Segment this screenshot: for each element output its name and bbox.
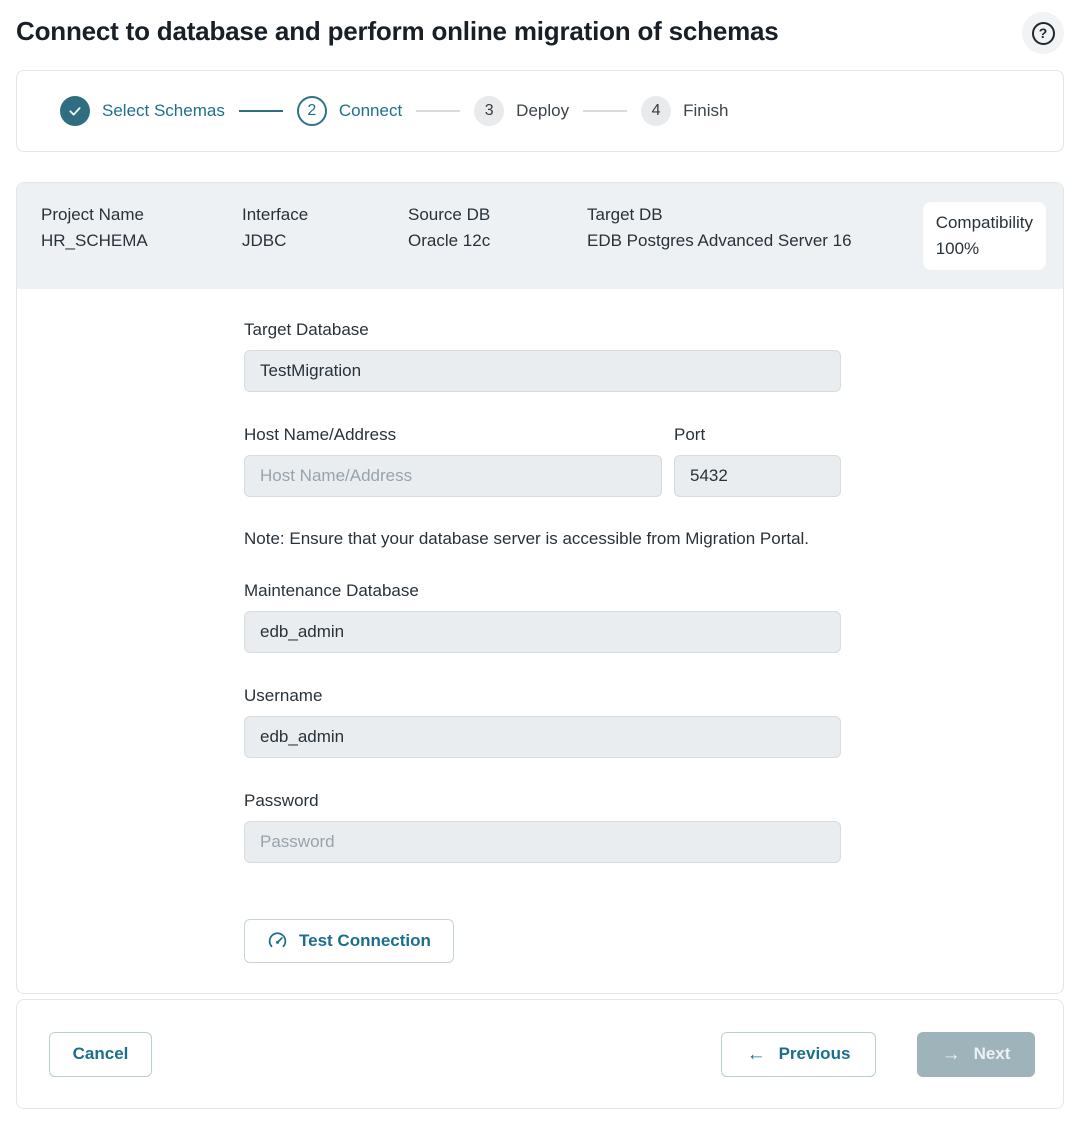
accessibility-note: Note: Ensure that your database server is accessible from Migration Portal.	[244, 529, 810, 548]
host-group	[244, 425, 662, 497]
host-port-row	[244, 425, 841, 497]
project-summary-bar	[17, 183, 1063, 289]
page-header	[0, 0, 1080, 56]
wizard-footer	[16, 999, 1064, 1109]
host-input[interactable]	[244, 455, 662, 497]
summary-source-db: Source DB Oracle 12c	[408, 205, 491, 250]
step-connector	[583, 110, 627, 112]
page-title: Connect to database and perform online migration of schemas	[16, 16, 779, 46]
port-input[interactable]	[674, 455, 841, 497]
password-label: Password	[244, 791, 319, 810]
arrow-right-icon: →	[941, 1043, 961, 1065]
step-connect[interactable]	[297, 96, 402, 126]
maintenance-database-label: Maintenance Database	[244, 581, 419, 600]
target-database-label: Target Database	[244, 320, 369, 339]
username-group	[244, 686, 841, 758]
cancel-button[interactable]: Cancel	[49, 1032, 152, 1077]
port-group	[674, 425, 841, 497]
check-icon	[60, 96, 90, 126]
next-button[interactable]: → Next	[917, 1032, 1035, 1077]
step-label: Deploy	[516, 101, 570, 120]
test-connection-label: Test Connection	[299, 931, 431, 950]
step-deploy	[474, 96, 569, 126]
maintenance-database-input[interactable]	[244, 611, 841, 653]
question-mark-circle-icon: ?	[1032, 22, 1055, 45]
password-group	[244, 791, 841, 863]
step-connector	[416, 110, 460, 112]
summary-interface: Interface JDBC	[242, 205, 309, 250]
step-number: 4	[641, 96, 671, 126]
step-label: Select Schemas	[102, 101, 225, 120]
test-connection-button[interactable]	[244, 919, 454, 963]
help-button[interactable]	[1022, 12, 1064, 54]
connection-form	[17, 289, 1063, 993]
connect-panel	[16, 182, 1064, 994]
arrow-left-icon: ←	[746, 1043, 766, 1065]
step-number: 3	[474, 96, 504, 126]
username-label: Username	[244, 686, 323, 705]
port-label: Port	[674, 425, 706, 444]
step-number: 2	[297, 96, 327, 126]
step-connector	[239, 110, 283, 112]
username-input[interactable]	[244, 716, 841, 758]
step-label: Finish	[683, 101, 729, 120]
previous-button[interactable]: ← Previous	[721, 1032, 876, 1077]
password-input[interactable]	[244, 821, 841, 863]
target-database-group	[244, 320, 841, 392]
wizard-stepper	[16, 70, 1064, 152]
target-database-input[interactable]	[244, 350, 841, 392]
summary-target-db: Target DB EDB Postgres Advanced Server 16	[587, 205, 852, 250]
host-label: Host Name/Address	[244, 425, 397, 444]
gauge-icon	[267, 931, 288, 952]
step-label: Connect	[338, 101, 403, 120]
maintenance-database-group	[244, 581, 841, 653]
step-finish	[641, 96, 728, 126]
summary-project-name: Project Name HR_SCHEMA	[41, 205, 148, 250]
compatibility-badge: Compatibility 100%	[923, 202, 1046, 270]
step-select-schemas[interactable]	[60, 96, 225, 126]
